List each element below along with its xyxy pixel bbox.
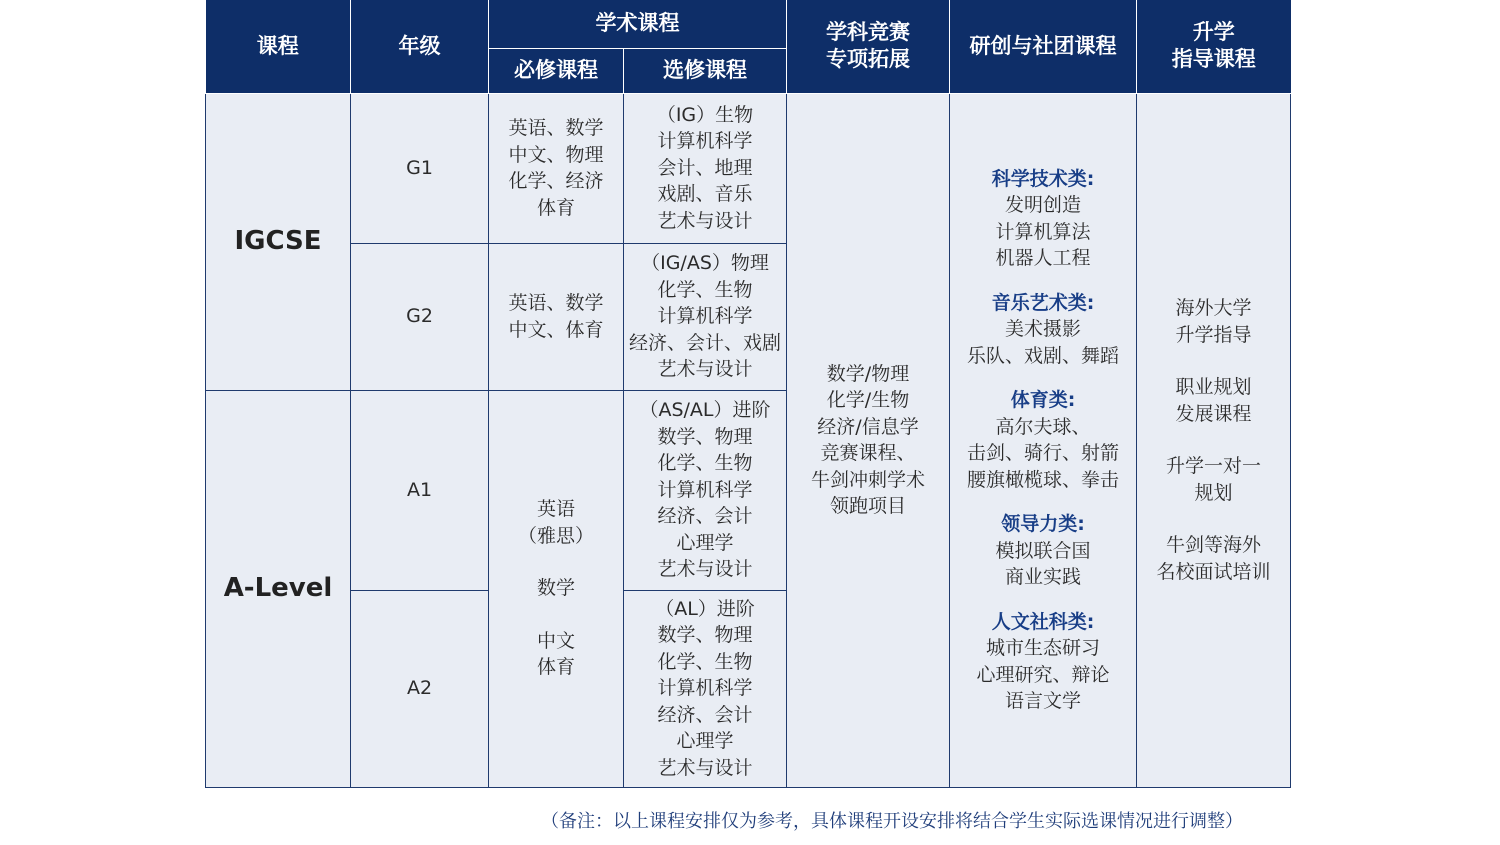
club-item: 语言文学: [1004, 690, 1081, 712]
required-alevel-line: 数学: [536, 577, 575, 600]
header-competition-line: 专项拓展: [826, 47, 910, 72]
club-item: 高尔夫球、: [995, 415, 1091, 438]
elective-a1-line: 心理学: [676, 531, 734, 554]
required-alevel-line: 英语: [536, 498, 575, 521]
elective-a1-line: 计算机科学: [657, 478, 753, 501]
grade-g2: G2: [351, 243, 489, 390]
elective-a2: [624, 590, 787, 787]
competition-line: 牛剑冲刺学术: [810, 468, 925, 491]
guidance-line: 名校面试培训: [1156, 560, 1271, 583]
required-g1: [489, 93, 624, 243]
elective-a2-line: 化学、生物: [657, 650, 753, 673]
elective-a2-line: 计算机科学: [657, 677, 753, 700]
grade-a2: A2: [351, 590, 489, 787]
elective-g2-line: 化学、生物: [657, 278, 753, 301]
elective-a2-line: 艺术与设计: [657, 756, 753, 779]
club-item: 城市生态研习: [985, 637, 1100, 659]
elective-g1-line: 计算机科学: [657, 130, 753, 153]
club-item: 机器人工程: [995, 247, 1091, 269]
header-competition-line: 学科竞赛: [826, 20, 910, 45]
required-g2-line: 中文、体育: [508, 318, 604, 341]
guidance-line: 规划: [1194, 481, 1233, 504]
guidance-line: 职业规划: [1175, 376, 1252, 398]
competition-line: 竞赛课程、: [820, 442, 916, 464]
elective-a1-line: 化学、生物: [657, 452, 753, 475]
elective-g1-line: 戏剧、音乐: [657, 183, 753, 206]
header-elective: 选修课程: [624, 48, 787, 93]
header-competition: [787, 0, 950, 93]
competition-line: 经济/信息学: [817, 415, 919, 438]
competition-line: 领跑项目: [829, 495, 906, 517]
guidance-line: 升学指导: [1175, 323, 1252, 346]
elective-a1-line: 艺术与设计: [657, 558, 753, 581]
guidance-cell: [1137, 93, 1291, 787]
club-category-sports: 体育类:: [1010, 389, 1076, 411]
required-g2: [489, 243, 624, 390]
elective-a1: [624, 390, 787, 590]
grade-g1: G1: [351, 93, 489, 243]
header-grade: 年级: [351, 0, 489, 93]
club-category-science: 科学技术类:: [991, 167, 1095, 190]
elective-a1-line: 经济、会计: [657, 505, 753, 528]
course-alevel: A-Level: [206, 390, 351, 787]
club-item: 击剑、骑行、射箭: [966, 442, 1119, 464]
elective-g1-line: 会计、地理: [657, 156, 753, 179]
elective-a2-line: 心理学: [676, 730, 734, 753]
curriculum-table: [205, 0, 1291, 788]
header-guidance: [1137, 0, 1291, 93]
required-alevel-line: 中文: [536, 629, 575, 652]
required-g2-line: 英语、数学: [508, 292, 604, 314]
clubs-cell: [950, 93, 1137, 787]
club-category-leadership: 领导力类:: [1001, 513, 1085, 535]
club-category-humanities: 人文社科类:: [991, 610, 1095, 633]
club-item: 腰旗橄榄球、拳击: [966, 468, 1119, 491]
header-research-club: 研创与社团课程: [950, 0, 1137, 93]
required-g1-line: 英语、数学: [508, 117, 604, 139]
club-item: 商业实践: [1004, 566, 1081, 588]
header-academic-courses: 学术课程: [489, 0, 787, 48]
competition-line: 数学/物理: [826, 362, 910, 385]
elective-g1-line: （IG）生物: [656, 103, 754, 126]
elective-a2-line: （AL）进阶: [655, 597, 755, 620]
required-alevel: [489, 390, 624, 787]
club-item: 乐队、戏剧、舞蹈: [966, 344, 1119, 367]
guidance-line: 海外大学: [1175, 297, 1252, 319]
elective-a1-line: 数学、物理: [657, 425, 753, 448]
elective-a2-line: 经济、会计: [657, 703, 753, 726]
header-course: 课程: [206, 0, 351, 93]
header-required: 必修课程: [489, 48, 624, 93]
guidance-line: 升学一对一: [1165, 455, 1261, 477]
competition-cell: [787, 93, 950, 787]
club-category-arts: 音乐艺术类:: [991, 291, 1095, 314]
elective-g2-line: （IG/AS）物理: [641, 252, 769, 275]
club-item: 心理研究、辩论: [976, 663, 1110, 686]
required-g1-line: 体育: [536, 196, 575, 219]
grade-a1: A1: [351, 390, 489, 590]
required-g1-line: 化学、经济: [508, 170, 604, 192]
required-alevel-line: （雅思）: [517, 524, 594, 547]
club-item: 计算机算法: [995, 220, 1091, 243]
club-item: 美术摄影: [1004, 318, 1081, 340]
elective-a2-line: 数学、物理: [657, 624, 753, 647]
header-guidance-line: 升学: [1192, 20, 1235, 45]
competition-line: 化学/生物: [826, 389, 910, 411]
elective-g2-line: 计算机科学: [657, 305, 753, 328]
guidance-line: 发展课程: [1175, 402, 1252, 425]
elective-g2: [624, 243, 787, 390]
course-igcse: IGCSE: [206, 93, 351, 390]
footnote: （备注：以上课程安排仅为参考，具体课程开设安排将结合学生实际选课情况进行调整）: [541, 811, 1243, 832]
club-item: 发明创造: [1004, 194, 1081, 216]
required-alevel-line: 体育: [536, 656, 575, 679]
elective-g2-line: 经济、会计、戏剧: [628, 331, 781, 354]
club-item: 模拟联合国: [995, 539, 1091, 562]
elective-g1: [624, 93, 787, 243]
elective-a1-line: （AS/AL）进阶: [639, 399, 771, 422]
guidance-line: 牛剑等海外: [1165, 534, 1261, 556]
required-g1-line: 中文、物理: [508, 143, 604, 166]
header-guidance-line: 指导课程: [1171, 47, 1256, 72]
elective-g1-line: 艺术与设计: [657, 209, 753, 232]
elective-g2-line: 艺术与设计: [657, 358, 753, 381]
